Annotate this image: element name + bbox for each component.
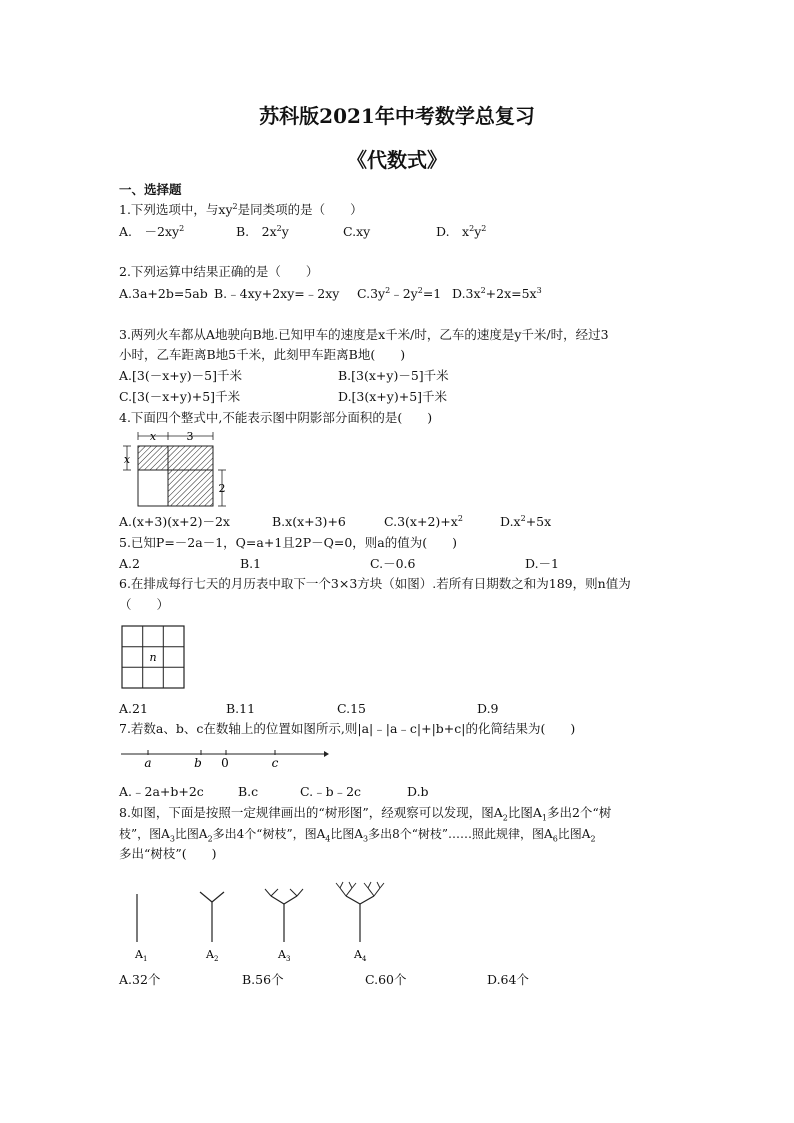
q4-fig-label-x-top: x	[149, 430, 157, 443]
q8-tree-a3-figure	[254, 876, 314, 966]
q6-option-d: D.9	[477, 701, 499, 716]
q7-fig-label-c: c	[271, 756, 279, 770]
q7-option-b: B.c	[238, 784, 259, 799]
q5-option-a: A.2	[119, 556, 140, 571]
q1-option-b: B. $2x^2y$	[236, 223, 289, 239]
q8-option-b: B.56个	[242, 972, 284, 987]
q6-option-b: B.11	[226, 701, 256, 716]
q5-option-c: C.－0.6	[370, 556, 416, 571]
q3-stem-line1: 3.两列火车都从A地驶向B地.已知甲车的速度是x千米/时，乙车的速度是y千米/时，经过3	[119, 327, 609, 342]
q8-option-d: D.64个	[487, 972, 529, 987]
q5-stem: 5.已知P=－2a－1，Q=a+1且2P－Q=0，则a的值为( )	[119, 535, 458, 550]
q6-fig-label-n: n	[149, 651, 157, 664]
q4-shaded-rectangle-figure	[118, 428, 238, 514]
q4-option-c: $C.3(x+2)+x^2$	[384, 513, 463, 529]
q8-tree-a2-figure	[194, 880, 234, 965]
q2-option-d: $D.3x^2+2x=5x^3$	[452, 285, 542, 301]
q7-option-d: D.b	[407, 784, 429, 799]
q3-stem-line2: 小时，乙车距离B地5千米，此刻甲车距离B地( )	[119, 347, 406, 362]
q8-stem-line3: 多出“树枝”( )	[119, 846, 217, 861]
q5-option-b: B.1	[240, 556, 262, 571]
q2-option-b: B.﹣4xy+2xy=﹣2xy	[214, 286, 340, 301]
q1-option-a: A. $-2xy^2$	[119, 223, 185, 239]
q4-fig-label-x-left: x	[123, 453, 131, 466]
q8-tree-label-a2: $A_2$	[206, 948, 219, 963]
q8-tree-a4-figure	[328, 870, 392, 966]
q8-tree-label-a4: $A_4$	[354, 948, 367, 963]
q4-option-d: $D.x^2+5x$	[500, 513, 552, 529]
q7-option-a: A.﹣2a+b+2c	[119, 784, 204, 799]
q3-option-c: C.[3(－x+y)+5]千米	[119, 389, 241, 404]
q1-stem: 1.下列选项中，与$xy^2$是同类项的是（ ）	[119, 201, 363, 217]
q2-option-c: $C.3y^2﹣2y^2=1$	[357, 285, 442, 301]
q8-tree-label-a1: $A_1$	[135, 948, 148, 963]
q7-number-line-figure	[119, 745, 329, 771]
q6-option-a: A.21	[119, 701, 148, 716]
q8-option-c: C.60个	[365, 972, 407, 987]
q3-option-a: A.[3(－x+y)－5]千米	[119, 368, 242, 383]
q8-tree-label-a3: $A_3$	[278, 948, 291, 963]
q7-fig-label-0: 0	[221, 756, 229, 770]
q4-fig-label-2: 2	[218, 482, 226, 495]
q8-stem-line1: 8.如图，下面是按照一定规律画出的“树形图”，经观察可以发现，图$A_2$比图$A_1$多出2个“树	[119, 805, 612, 823]
q8-option-a: A.32个	[119, 972, 161, 987]
q2-stem: 2.下列运算中结果正确的是（ ）	[119, 264, 319, 279]
q4-option-b: B.x(x+3)+6	[272, 514, 346, 529]
q1-option-d: D. $x^2y^2$	[436, 223, 487, 239]
q6-stem-line1: 6.在排成每行七天的月历表中取下一个3×3方块（如图）.若所有日期数之和为189，则n值为	[119, 576, 631, 591]
q4-stem: 4.下面四个整式中,不能表示图中阴影部分面积的是( )	[119, 410, 433, 425]
q6-stem-line2: （ ）	[119, 597, 170, 612]
q4-option-a: A.(x+3)(x+2)－2x	[119, 514, 230, 529]
q7-fig-label-a: a	[144, 756, 152, 770]
page-title: 苏科版2021年中考数学总复习	[259, 104, 535, 128]
q8-tree-a1-figure	[125, 880, 155, 965]
q7-stem: 7.若数a、b、c在数轴上的位置如图所示,则|a|﹣|a﹣c|+|b+c|的化简结果为( )	[119, 721, 576, 736]
q7-option-c: C.﹣b﹣2c	[300, 784, 362, 799]
q2-option-a: A.3a+2b=5ab	[119, 286, 208, 301]
q1-option-c: C.xy	[343, 224, 371, 239]
q6-calendar-grid-figure	[121, 625, 185, 689]
q7-fig-label-b: b	[194, 756, 202, 770]
q8-stem-line2: 枝”，图$A_3$比图$A_2$多出4个“树枝”，图$A_4$比图$A_3$多出8个“树枝”……照此规律，图$A_6$比图$A_2$	[119, 827, 596, 844]
page-subtitle: 《代数式》	[347, 148, 447, 172]
q3-option-b: B.[3(x+y)－5]千米	[338, 368, 449, 383]
section-heading: 一、选择题	[119, 182, 182, 197]
q6-option-c: C.15	[337, 701, 366, 716]
q4-fig-label-3: 3	[186, 430, 194, 443]
q3-option-d: D.[3(x+y)+5]千米	[338, 389, 448, 404]
q5-option-d: D.－1	[525, 556, 560, 571]
